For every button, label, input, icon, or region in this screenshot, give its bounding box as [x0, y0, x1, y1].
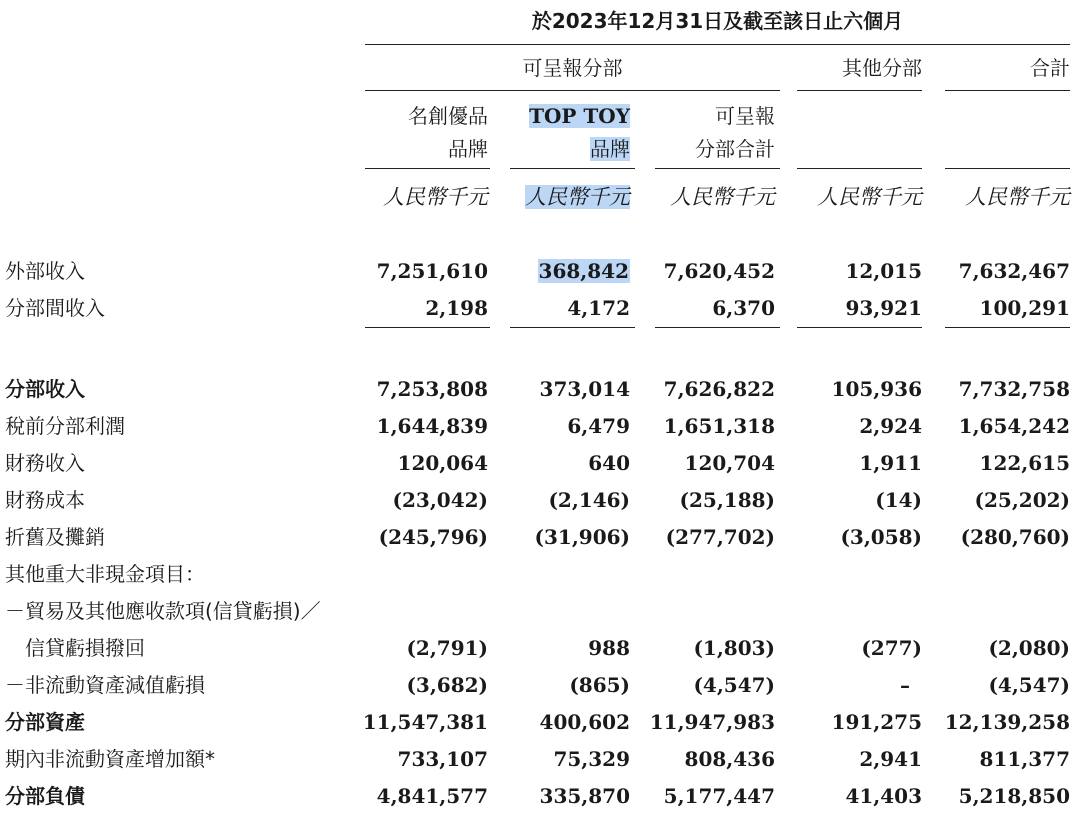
cell-col2: 400,602 [539, 710, 630, 734]
cell-col3: (4,547) [693, 673, 775, 697]
cell-col5: 1,654,242 [958, 414, 1070, 438]
cell-col3: (277,702) [665, 525, 775, 549]
row-label: 信貸虧損撥回 [5, 636, 145, 660]
row-label: 其他重大非現金項目： [5, 562, 205, 586]
row-profit-before-tax [0, 411, 1080, 441]
rule-total [945, 90, 1070, 91]
row-finance-income [0, 448, 1080, 478]
rule-col4 [797, 168, 922, 169]
cell-col3: 7,620,452 [663, 259, 775, 283]
subtotal-rule-col2 [510, 327, 635, 328]
cell-col5: (2,080) [988, 636, 1070, 660]
row-segment-assets [0, 707, 1080, 737]
cell-col4: (14) [875, 488, 922, 512]
row-label: 期內非流動資產增加額* [5, 747, 215, 771]
cell-col4: (277) [861, 636, 922, 660]
cell-col4: 191,275 [831, 710, 922, 734]
col2-heading-line1 [529, 101, 630, 131]
period-heading: 於2023年12月31日及截至該日止六個月 [531, 9, 904, 33]
row-label: －貿易及其他應收款項(信貸虧損)／ [5, 599, 321, 623]
subtotal-rule-col3 [655, 327, 780, 328]
cell-col4: 1,911 [859, 451, 922, 475]
row-inter-segment-revenue [0, 293, 1080, 323]
row-credit-loss-reversal [0, 633, 1080, 663]
col1-heading-line2: 品牌 [448, 137, 488, 161]
cell-col2: 4,172 [567, 296, 630, 320]
cell-col3: 11,947,983 [649, 710, 775, 734]
cell-col1: 733,107 [397, 747, 488, 771]
cell-col4: 2,941 [859, 747, 922, 771]
cell-col2: 335,870 [539, 784, 630, 808]
cell-col4: 41,403 [845, 784, 922, 808]
cell-col4: (3,058) [840, 525, 922, 549]
rule-col2 [510, 168, 635, 169]
cell-col5: (4,547) [988, 673, 1070, 697]
unit-col1: 人民幣千元 [383, 185, 488, 209]
cell-col5: 5,218,850 [958, 784, 1070, 808]
cell-col3: 1,651,318 [663, 414, 775, 438]
cell-col2: 640 [588, 451, 630, 475]
cell-col4: 12,015 [845, 259, 922, 283]
cell-col5: 7,732,758 [958, 377, 1070, 401]
cell-col2: 6,479 [567, 414, 630, 438]
cell-col3: 7,626,822 [663, 377, 775, 401]
row-label: －非流動資產減值虧損 [5, 673, 205, 697]
col3-heading-line1: 可呈報 [715, 104, 775, 128]
cell-col5: 12,139,258 [944, 710, 1070, 734]
row-label: 折舊及攤銷 [5, 525, 105, 549]
subtotal-rule-col5 [945, 327, 1070, 328]
total-heading: 合計 [1030, 56, 1070, 80]
cell-col5: 811,377 [979, 747, 1070, 771]
cell-col1: 1,644,839 [376, 414, 488, 438]
col2-heading-line2-text: 品牌 [590, 137, 630, 161]
row-external-revenue [0, 256, 1080, 286]
cell-col2 [538, 256, 630, 286]
cell-col3: 5,177,447 [663, 784, 775, 808]
row-label: 分部收入 [5, 377, 85, 401]
cell-col5: 122,615 [979, 451, 1070, 475]
cell-col2: 988 [588, 636, 630, 660]
cell-col1: 7,251,610 [376, 259, 488, 283]
cell-col5: 100,291 [979, 296, 1070, 320]
cell-col4: – [900, 673, 910, 697]
unit-col5: 人民幣千元 [965, 185, 1070, 209]
cell-col1: 11,547,381 [362, 710, 488, 734]
cell-col5: 7,632,467 [958, 259, 1070, 283]
row-label: 分部間收入 [5, 296, 105, 320]
unit-col4: 人民幣千元 [817, 185, 922, 209]
cell-col5: (280,760) [960, 525, 1070, 549]
reportable-segments-heading: 可呈報分部 [522, 56, 623, 80]
cell-col4: 2,924 [859, 414, 922, 438]
row-finance-costs [0, 485, 1080, 515]
row-label: 分部資產 [5, 710, 85, 734]
cell-col1: (2,791) [406, 636, 488, 660]
cell-col3: 808,436 [684, 747, 775, 771]
subtotal-rule-col1 [365, 327, 490, 328]
row-label: 稅前分部利潤 [5, 414, 125, 438]
cell-col2: (865) [569, 673, 630, 697]
cell-col3: (1,803) [693, 636, 775, 660]
cell-col1: 2,198 [425, 296, 488, 320]
col2-heading-line2 [590, 134, 630, 164]
cell-col5: (25,202) [974, 488, 1070, 512]
cell-col4: 105,936 [831, 377, 922, 401]
cell-col3: 6,370 [712, 296, 775, 320]
row-label: 分部負債 [5, 784, 85, 808]
other-segments-heading: 其他分部 [842, 56, 922, 80]
unit-col2-text: 人民幣千元 [525, 185, 630, 209]
cell-col3: (25,188) [679, 488, 775, 512]
cell-col2: 75,329 [553, 747, 630, 771]
cell-col1: (3,682) [406, 673, 488, 697]
rule-col3 [655, 168, 780, 169]
row-impairment-non-current [0, 670, 1080, 700]
row-additions-non-current [0, 744, 1080, 774]
cell-col1: (245,796) [378, 525, 488, 549]
row-other-non-cash-heading [0, 559, 1080, 589]
cell-col2: (31,906) [534, 525, 630, 549]
row-depreciation-amortisation [0, 522, 1080, 552]
unit-col3: 人民幣千元 [670, 185, 775, 209]
subtotal-rule-col4 [797, 327, 922, 328]
cell-col1: 4,841,577 [376, 784, 488, 808]
unit-col2 [525, 181, 630, 211]
rule-period [365, 44, 1070, 45]
rule-reportable [365, 90, 780, 91]
cell-col1: 7,253,808 [376, 377, 488, 401]
row-label: 財務收入 [5, 451, 85, 475]
col2-heading-line1-text: TOP TOY [529, 104, 630, 128]
cell-col4: 93,921 [845, 296, 922, 320]
cell-col3: 120,704 [684, 451, 775, 475]
cell-col1: 120,064 [397, 451, 488, 475]
row-segment-liabilities [0, 781, 1080, 811]
cell-col2-highlighted: 368,842 [538, 259, 629, 283]
row-label: 外部收入 [5, 259, 85, 283]
row-segment-revenue [0, 374, 1080, 404]
cell-col2: (2,146) [548, 488, 630, 512]
row-label: 財務成本 [5, 488, 85, 512]
rule-col1 [365, 168, 490, 169]
cell-col1: (23,042) [392, 488, 488, 512]
cell-col2: 373,014 [539, 377, 630, 401]
col3-heading-line2: 分部合計 [695, 137, 775, 161]
rule-col5 [945, 168, 1070, 169]
row-trade-receivables-line1 [0, 596, 1080, 626]
col1-heading-line1: 名創優品 [408, 104, 488, 128]
rule-other [797, 90, 922, 91]
